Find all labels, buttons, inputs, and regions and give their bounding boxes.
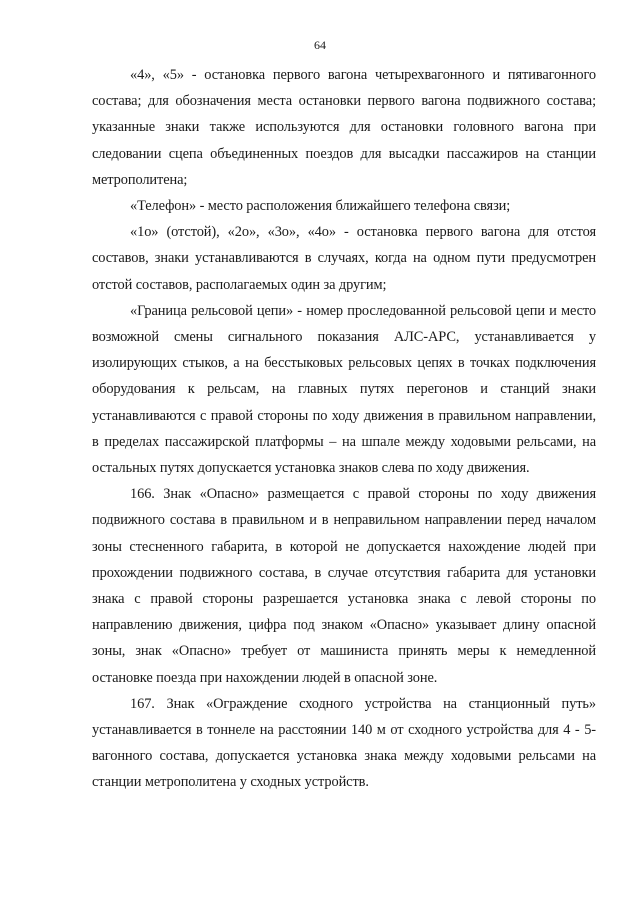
paragraph-telephone-sign: «Телефон» - место расположения ближайшего телефона связи; [130,198,511,215]
document-body [92,62,596,796]
paragraph-standby-signs: «1о» (отстой), «2о», «3о», «4о» - остановка первого вагона для отстоя составов, знаки устанавливаются в случаях, когда на одном пути предусмотрен отстой составов, располагаемых один за другим; [92,224,596,293]
paragraph-track-circuit-boundary: «Граница рельсовой цепи» - номер проследованной рельсовой цепи и место возможной смены сигнального показания АЛС-АРС, устанавливается у изолирующих стыков, а на бесстыковых рельсовых цепях в точках подключения оборудования к рельсам, на главных путях перегонов и станций знаки устанавливаются с правой стороны по ходу движения в правильном направлении, в пределах пассажирской платформы – на шпале между ходовыми рельсами, на остальных путях допускается установка знаков слева по ходу движения. [92,302,596,477]
paragraph-166-danger-sign: 166. Знак «Опасно» размещается с правой стороны по ходу движения подвижного состава в правильном и в неправильном направлении перед началом зоны стесненного габарита, в которой не допускается нахождение людей при прохождении подвижного состава, в случае отсутствия габарита для установки знака с правой стороны разрешается установка знака с левой стороны по направлению движения, цифра под знаком «Опасно» указывает длину опасной зоны, знак «Опасно» требует от машиниста принять меры к немедленной остановке поезда при нахождении людей в опасной зоне. [92,486,596,686]
paragraph-167-switch-guard-sign: 167. Знак «Ограждение сходного устройства на станционный путь» устанавливается в тоннеле на расстоянии 140 м от сходного устройства для 4 - 5-вагонного состава, допускается установка знака между ходовыми рельсами на станции метрополитена у сходных устройств. [92,695,596,791]
page-number: 64 [314,38,326,52]
paragraph-signs-4-5: «4», «5» - остановка первого вагона четырехвагонного и пятивагонного состава; для обозначения места остановки первого вагона подвижного состава; указанные знаки также используются для остановки головного вагона при следовании сцепа объединенных поездов для высадки пассажиров на станции метрополитена; [92,67,596,188]
